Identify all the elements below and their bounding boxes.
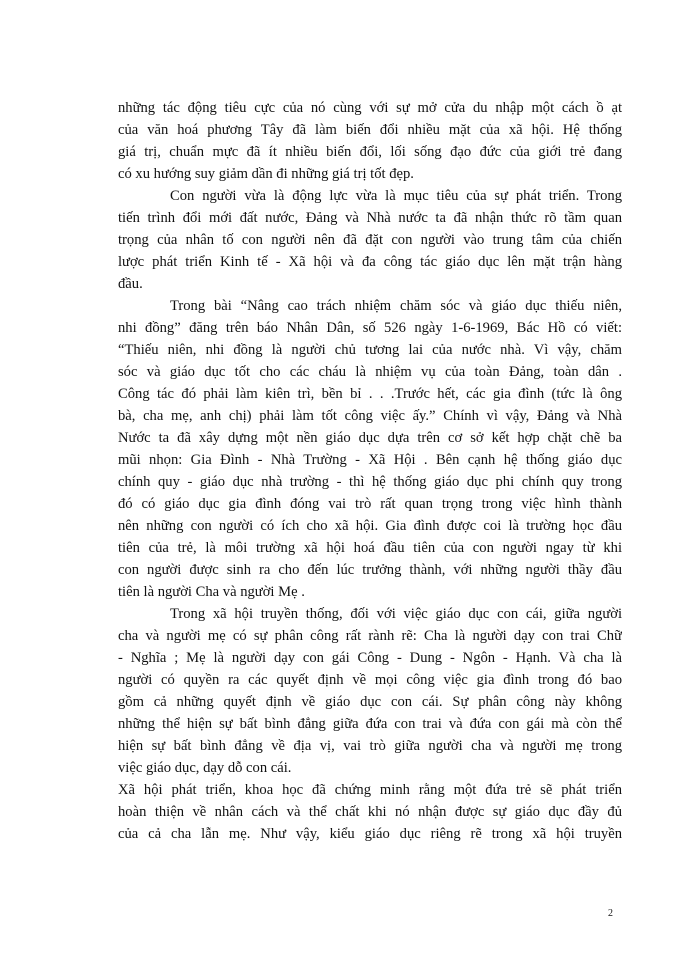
text-line: gồm cả những quyết định về giáo dục con cái. Sự phân công này không <box>118 694 622 710</box>
text-line: tiên của trẻ, là môi trường xã hội hoá đầu tiên của con người ngay từ khi <box>118 540 622 556</box>
text-line: Nước ta đã xây dựng một nền giáo dục dựa trên cơ sở kết hợp chặt chẽ ba <box>118 430 622 446</box>
text-line: Trong xã hội truyền thống, đối với việc giáo dục con cái, giữa người <box>170 606 622 622</box>
text-line: cha và người mẹ có sự phân công rất rành rẽ: Cha là người dạy con trai Chữ <box>118 628 622 644</box>
text-line: - Nghĩa ; Mẹ là người dạy con gái Công - Dung - Ngôn - Hạnh. Và cha là <box>118 650 622 666</box>
text-line: đó có giáo dục gia đình đóng vai trò rất quan trọng trong việc hình thành <box>118 496 622 512</box>
text-line: hoàn thiện về nhân cách và thể chất khi nó nhận được sự giáo dục đầy đủ <box>118 804 622 820</box>
text-line: những thể hiện sự bất bình đẳng giữa đứa con trai và đứa con gái mà còn thể <box>118 716 622 732</box>
text-line: của văn hoá phương Tây đã làm biến đổi nhiều mặt của xã hội. Hệ thống <box>118 122 622 138</box>
text-line: Con người vừa là động lực vừa là mục tiêu của sự phát triển. Trong <box>170 188 622 204</box>
page-number: 2 <box>608 908 613 919</box>
text-line: việc giáo dục, dạy dỗ con cái. <box>118 760 292 776</box>
text-line: những tác động tiêu cực của nó cùng với sự mở cửa du nhập một cách ồ ạt <box>118 100 622 116</box>
text-line: “Thiếu niên, nhi đồng là người chủ tương lai của nước nhà. Vì vậy, chăm <box>118 342 622 358</box>
text-line: nhi đồng” đăng trên báo Nhân Dân, số 526 ngày 1-6-1969, Bác Hồ có viết: <box>118 320 622 336</box>
text-line: giá trị, chuẩn mực đã ít nhiều biến đổi, lối sống đạo đức của giới trẻ đang <box>118 144 622 160</box>
text-line: của cả cha lẫn mẹ. Như vậy, kiểu giáo dục riêng rẽ trong xã hội truyền <box>118 826 622 842</box>
text-line: Xã hội phát triển, khoa học đã chứng minh rằng một đứa trẻ sẽ phát triển <box>118 782 622 798</box>
text-line: lược phát triển Kinh tế - Xã hội và đa công tác giáo dục lên mặt trận hàng <box>118 254 622 270</box>
text-line: mũi nhọn: Gia Đình - Nhà Trường - Xã Hội . Bên cạnh hệ thống giáo dục <box>118 452 622 468</box>
text-line: có xu hướng suy giảm dần đi những giá trị tốt đẹp. <box>118 166 414 182</box>
text-line: chính quy - giáo dục nhà trường - thì hệ thống giáo dục phi chính quy trong <box>118 474 622 490</box>
text-line: Công tác đó phải làm kiên trì, bền bỉ . . .Trước hết, các gia đình (tức là ông <box>118 386 622 402</box>
text-line: người có quyền ra các quyết định về mọi công việc gia đình trong đó bao <box>118 672 622 688</box>
text-line: tiên là người Cha và người Mẹ . <box>118 584 305 600</box>
text-line: đầu. <box>118 276 143 292</box>
text-line: hiện sự bất bình đẳng về địa vị, vai trò giữa người cha và người mẹ trong <box>118 738 622 754</box>
text-line: con người được sinh ra cho đến lúc trưởng thành, với những người thầy đầu <box>118 562 622 578</box>
text-line: tiến trình đổi mới đất nước, Đảng và Nhà nước ta đã nhận thức rõ tầm quan <box>118 210 622 226</box>
text-line: nên những con người có ích cho xã hội. Gia đình được coi là trường học đầu <box>118 518 622 534</box>
text-line: sóc và giáo dục tốt cho các cháu là nhiệm vụ của toàn Đảng, toàn dân . <box>118 364 622 380</box>
text-line: bà, cha mẹ, anh chị) phải làm tốt công việc ấy.” Chính vì vậy, Đảng và Nhà <box>118 408 622 424</box>
text-line: trọng của nhân tố con người nên đã đặt con người vào trung tâm của chiến <box>118 232 622 248</box>
text-line: Trong bài “Nâng cao trách nhiệm chăm sóc và giáo dục thiếu niên, <box>170 298 622 314</box>
